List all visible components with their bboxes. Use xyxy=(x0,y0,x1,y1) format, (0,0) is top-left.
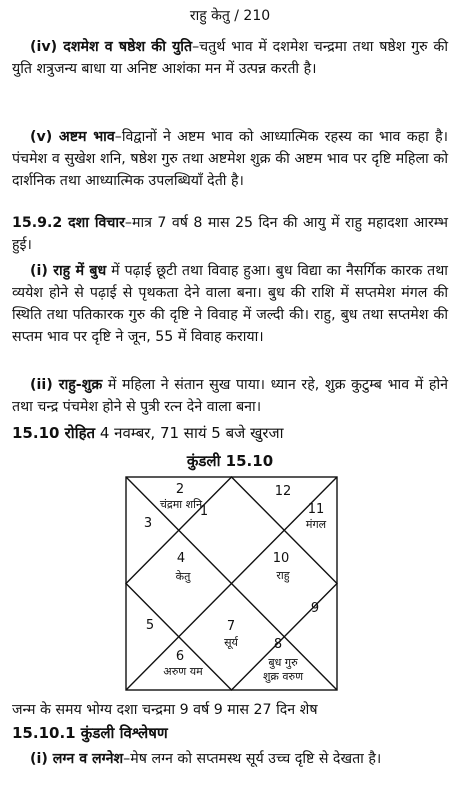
dasha-balance-line: जन्म के समय भोग्य दशा चन्द्रमा 9 वर्ष 9 मास 27 दिन शेष xyxy=(12,702,318,718)
house-number-9: 9 xyxy=(310,601,320,616)
planets-house-4: केतु xyxy=(175,570,191,583)
house-number-8: 8 xyxy=(273,637,283,652)
planets-house-10: राहु xyxy=(276,569,290,582)
para-text: में पढ़ाई छूटी तथा विवाह हुआ। बुध विद्या का नैसर्गिक कारक तथा व्ययेश होने से पढ़ाई से पृथकता देने वाला बना। बुध की राशि में सप्तमेश मंगल की स्थिति तथा पतिकारक गुरु की दृष्टि ने विवाह में जल्दी की। राहु, बुध तथा सप्तमेश की सप्तम भाव पर दृष्टि ने जून, 55 में विवाह कराया। xyxy=(12,263,448,345)
para-text: –मेष लग्न को सप्तमस्थ सूर्य उच्च दृष्टि से देखता है। xyxy=(123,751,382,767)
para-heading: (iv) दशमेश व षष्ठेश की युति xyxy=(30,39,193,55)
para-heading: (ii) राहु-शुक्र xyxy=(30,377,103,393)
house-number-3: 3 xyxy=(143,516,153,531)
house-number-10: 10 xyxy=(272,551,290,566)
para-heading: (i) लग्न व लग्नेश xyxy=(30,751,124,767)
para-text: में महिला ने संतान सुख पाया। ध्यान रहे, शुक्र कुटुम्ब भाव में होने तथा चन्द्र पंचमेश होने से पुत्री रत्न देने वाला बना। xyxy=(12,377,448,415)
house-number-6: 6 xyxy=(175,649,185,664)
page-header: राहु केतु / 210 xyxy=(189,8,271,24)
planets-house-11: मंगल xyxy=(305,518,327,531)
para-text: –विद्वानों ने अष्टम भाव को आध्यात्मिक रहस्य का भाव कहा है। पंचमेश व सुखेश शनि, षष्ठेश गुरु तथा अष्टमेश शुक्र की अष्टम भाव पर दृष्टि महिला को दार्शनिक तथा आध्यात्मिक उपलब्धियाँ देती है। xyxy=(12,129,448,189)
kundli-title: कुंडली 15.10 xyxy=(186,452,274,470)
para-text: –मात्र 7 वर्ष 8 मास 25 दिन की आयु में राहु महादशा आरम्भ हुई। xyxy=(12,215,448,253)
house-number-4: 4 xyxy=(176,551,186,566)
section-heading-analysis: 15.10.1 कुंडली विश्लेषण xyxy=(12,724,168,742)
house-number-12: 12 xyxy=(274,484,292,499)
house-number-7: 7 xyxy=(226,619,236,634)
paragraph-lagna xyxy=(12,748,448,770)
house-number-2: 2 xyxy=(175,482,185,497)
section-heading: 15.10 रोहित xyxy=(12,424,96,442)
para-text: –चतुर्थ भाव में दशमेश चन्द्रमा तथा षष्ठेश गुरु की युति शत्रुजन्य बाधा या अनिष्ट आशंका मन में उत्पन्न करती है। xyxy=(12,39,448,77)
house-number-1: 1 xyxy=(199,504,209,519)
para-heading: (i) राहु में बुध xyxy=(30,263,107,279)
planets-house-6: अरुण यम xyxy=(163,665,203,678)
planets-house-2: चंद्रमा शनि xyxy=(159,498,203,511)
para-heading: (v) अष्टम भाव xyxy=(30,129,115,145)
section-heading: 15.9.2 दशा विचार xyxy=(12,215,125,231)
house-number-5: 5 xyxy=(145,618,155,633)
house-number-11: 11 xyxy=(307,502,325,517)
planets-house-7: सूर्य xyxy=(224,636,238,649)
birth-details: 4 नवम्बर, 71 सायं 5 बजे खुरजा xyxy=(95,424,284,442)
planets-house-8-line1: बुध गुरु xyxy=(268,656,298,669)
planets-house-8-line2: शुक्र वरुण xyxy=(262,670,304,683)
